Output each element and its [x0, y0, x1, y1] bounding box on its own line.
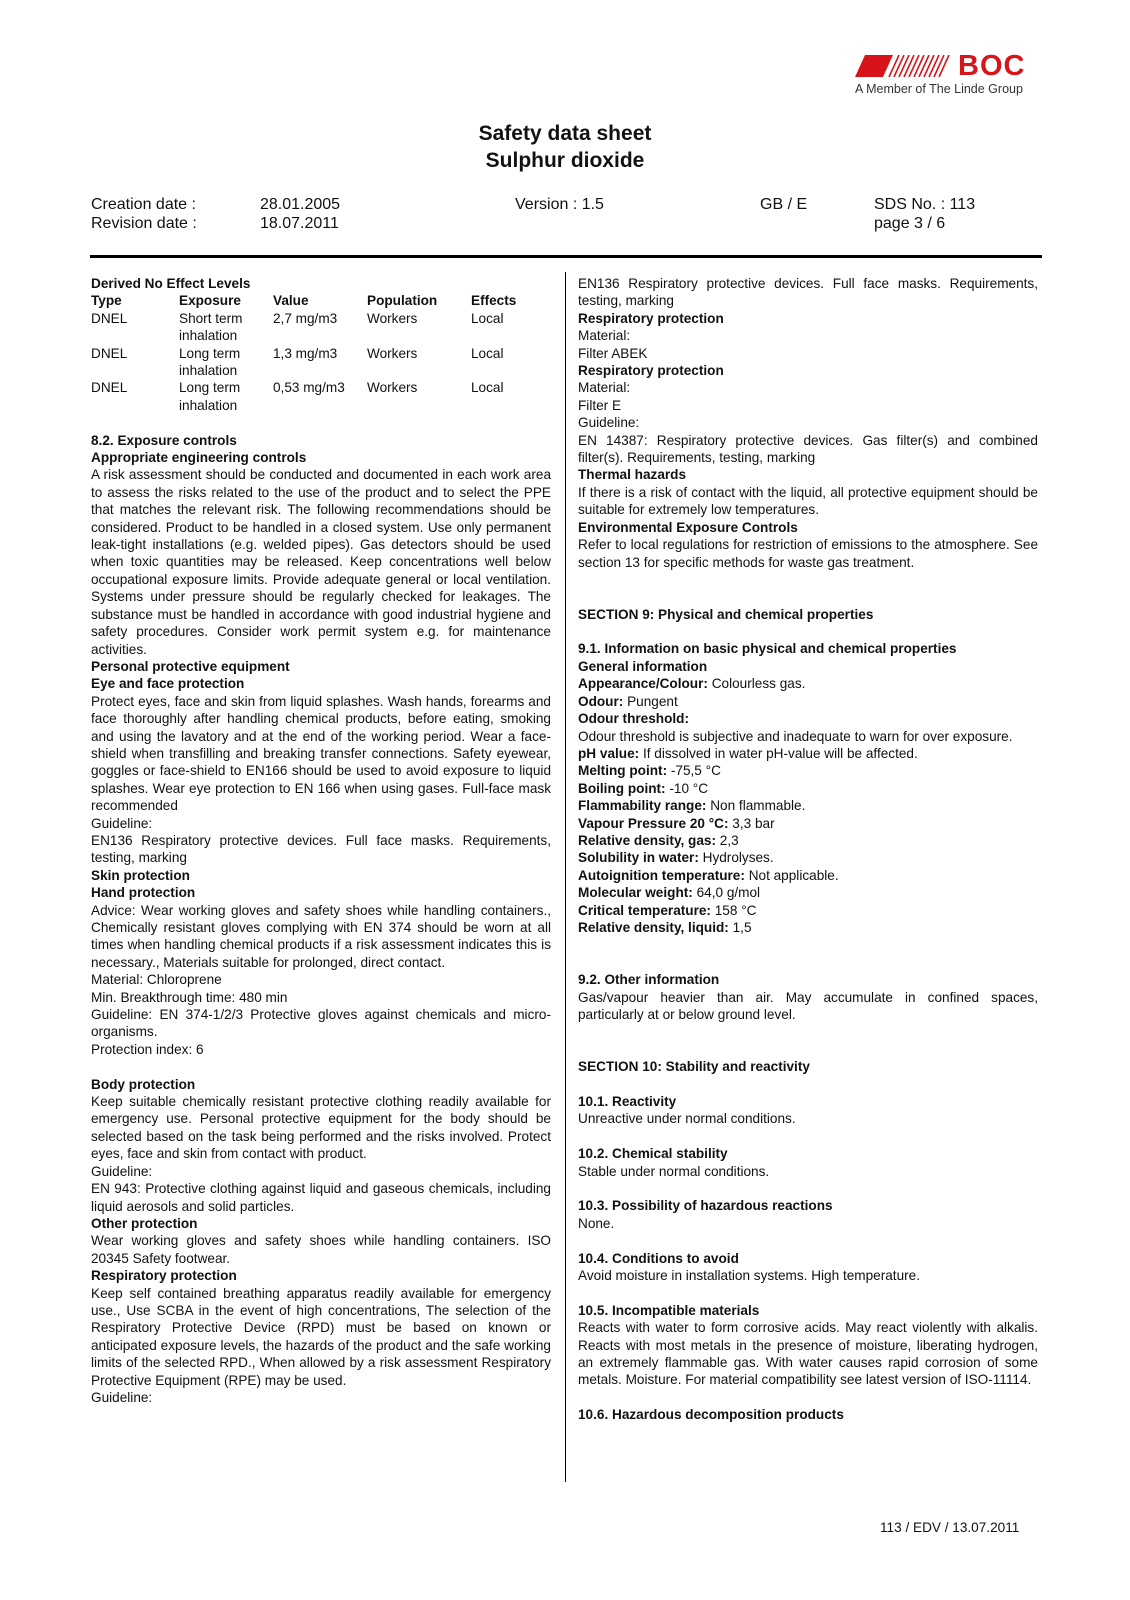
property-label: Molecular weight: — [578, 885, 693, 901]
section-heading: Appropriate engineering controls — [91, 450, 307, 466]
spacer — [578, 954, 1038, 971]
right-column — [578, 275, 1038, 1424]
spacer — [578, 623, 1038, 640]
dnel-cell: Workers — [367, 345, 418, 361]
dnel-cell: Long term inhalation — [179, 380, 241, 413]
creation-date-label: Creation date : — [91, 196, 196, 213]
property-value: 2,3 — [719, 832, 739, 848]
paragraph: Stable under normal conditions. — [578, 1163, 770, 1179]
page-number: page 3 / 6 — [874, 215, 946, 232]
paragraph: Material: Chloroprene — [91, 972, 222, 988]
dnel-cell: DNEL — [91, 380, 128, 396]
paragraph: Odour threshold is subjective and inadequate to warn for over exposure. — [578, 728, 1013, 744]
paragraph: Gas/vapour heavier than air. May accumulate in confined spaces, particularly at or below ground level. — [578, 989, 1038, 1022]
dnel-cell: DNEL — [91, 345, 128, 361]
property-label: Odour: — [578, 693, 624, 709]
property-line — [578, 815, 1038, 832]
section-heading: Personal protective equipment — [91, 658, 290, 674]
property-label: Vapour Pressure 20 °C: — [578, 815, 729, 831]
property-label: Autoignition temperature: — [578, 867, 745, 883]
section-heading: Eye and face protection — [91, 676, 245, 692]
dnel-row — [91, 345, 541, 380]
dnel-header-cell: Value — [273, 293, 309, 309]
dnel-row — [91, 379, 541, 414]
property-line — [578, 675, 1038, 692]
document-title: Safety data sheet — [478, 122, 652, 145]
logo-brand: BOC — [958, 50, 1026, 82]
paragraph: Filter E — [578, 397, 622, 413]
property-line — [578, 919, 1038, 936]
dnel-header-cell: Exposure — [179, 293, 241, 309]
region: GB / E — [760, 196, 808, 213]
property-line — [578, 884, 1038, 901]
property-label: pH value: — [578, 745, 640, 761]
dnel-header-cell: Effects — [471, 293, 517, 309]
section-heading: 10.4. Conditions to avoid — [578, 1250, 739, 1266]
section-heading: 10.6. Hazardous decomposition products — [578, 1407, 844, 1423]
property-value: Colourless gas. — [711, 676, 806, 692]
dnel-cell: Workers — [367, 380, 418, 396]
spacer — [578, 1076, 1038, 1093]
property-label: Melting point: — [578, 763, 668, 779]
section-heading: SECTION 10: Stability and reactivity — [578, 1059, 810, 1075]
dnel-header-cell: Type — [91, 293, 122, 309]
paragraph: Guideline: — [578, 415, 640, 431]
property-value: -10 °C — [669, 780, 709, 796]
section-heading: Environmental Exposure Controls — [578, 519, 798, 535]
paragraph: Advice: Wear working gloves and safety shoes while handling containers., Chemically resistant gloves complying with EN 374 should be worn at all times when handling chemical products if a risk assessment indicates this is necessary., Materials suitable for prolonged, direct contact. — [91, 902, 551, 970]
boc-logo — [855, 52, 1035, 102]
section-heading: Respiratory protection — [578, 310, 724, 326]
spacer — [91, 1058, 551, 1075]
property-label: Relative density, liquid: — [578, 919, 729, 935]
paragraph: Reacts with water to form corrosive acids. May react violently with alkalis. Reacts with most metals in the presence of moisture, liberating hydrogen, an extremely flammable gas. With water causes rapid corrosion of some metals. Moisture. For material compatibility see latest version of ISO-11114. — [578, 1320, 1038, 1388]
paragraph: Avoid moisture in installation systems. High temperature. — [578, 1267, 921, 1283]
paragraph: Filter ABEK — [578, 345, 648, 361]
paragraph: Wear working gloves and safety shoes while handling containers. ISO 20345 Safety footwear. — [91, 1233, 551, 1266]
paragraph: Unreactive under normal conditions. — [578, 1111, 796, 1127]
property-value: If dissolved in water pH-value will be affected. — [642, 745, 918, 761]
property-value: 64,0 g/mol — [696, 885, 761, 901]
section-heading: 9.1. Information on basic physical and chemical properties — [578, 641, 957, 657]
spacer — [578, 571, 1038, 588]
property-line — [578, 849, 1038, 866]
paragraph: Material: — [578, 328, 631, 344]
section-heading: Odour threshold: — [578, 711, 690, 727]
property-value: 158 °C — [714, 902, 757, 918]
section-heading: 10.1. Reactivity — [578, 1093, 677, 1109]
section-heading: Skin protection — [91, 867, 190, 883]
dnel-cell: 1,3 mg/m3 — [273, 345, 338, 361]
property-line — [578, 745, 1038, 762]
property-value: Hydrolyses. — [702, 850, 774, 866]
paragraph: None. — [578, 1215, 615, 1231]
section-heading: Thermal hazards — [578, 467, 687, 483]
dnel-cell: Workers — [367, 310, 418, 326]
property-value: Not applicable. — [748, 867, 839, 883]
revision-date-label: Revision date : — [91, 215, 197, 232]
property-line — [578, 902, 1038, 919]
spacer — [578, 936, 1038, 953]
section-heading: 9.2. Other information — [578, 972, 720, 988]
spacer — [578, 1041, 1038, 1058]
spacer — [578, 1284, 1038, 1301]
boc-logo-stripes-icon — [855, 55, 955, 77]
spacer — [578, 1023, 1038, 1040]
footer-reference: 113 / EDV / 13.07.2011 — [880, 1520, 1020, 1535]
property-label: Solubility in water: — [578, 850, 699, 866]
property-label: Flammability range: — [578, 798, 707, 814]
dnel-cell: 0,53 mg/m3 — [273, 380, 345, 396]
paragraph: Keep self contained breathing apparatus readily available for emergency use., Use SCBA in the event of high concentrations, The selection of the Respiratory Protective Device (RPD) must be based on known or anticipated exposure levels, the hazards of the product and the safe working limits of the selected RPD., When allowed by a risk assessment Respiratory Protective Equipment (RPE) may be used. — [91, 1285, 551, 1388]
logo-tagline: A Member of The Linde Group — [855, 82, 1023, 96]
paragraph: Protect eyes, face and skin from liquid splashes. Wash hands, forearms and face thoroughly after handling chemical products, before eating, smoking and using the lavatory and at the end of the working period. Wear a face-shield when transfilling and breaking transfer connections. Safety eyewear, goggles or face-shield to EN166 should be used to avoid exposure to liquid splashes. Wear eye protection to EN 166 when using gases. Full-face mask recommended — [91, 693, 551, 814]
spacer — [578, 1389, 1038, 1406]
section-heading: Respiratory protection — [578, 363, 724, 379]
section-heading: General information — [578, 658, 708, 674]
section-heading: Other protection — [91, 1215, 198, 1231]
paragraph: Guideline: — [91, 1389, 153, 1405]
property-label: Appearance/Colour: — [578, 676, 708, 692]
dnel-cell: Short term inhalation — [179, 310, 243, 344]
spacer — [578, 588, 1038, 605]
revision-date: 18.07.2011 — [260, 215, 339, 232]
section-heading: 10.5. Incompatible materials — [578, 1302, 760, 1318]
column-divider — [565, 272, 566, 1482]
property-label: Boiling point: — [578, 780, 666, 796]
dnel-cell: Local — [471, 380, 504, 396]
property-line — [578, 762, 1038, 779]
property-line — [578, 867, 1038, 884]
paragraph: Refer to local regulations for restriction of emissions to the atmosphere. See section 13 for specific methods for waste gas treatment. — [578, 537, 1038, 570]
property-line — [578, 780, 1038, 797]
section-heading: 8.2. Exposure controls — [91, 432, 237, 448]
property-line — [578, 693, 1038, 710]
document-subtitle: Sulphur dioxide — [485, 149, 645, 172]
paragraph: Guideline: — [91, 815, 153, 831]
section-heading: SECTION 9: Physical and chemical properties — [578, 606, 874, 622]
property-label: Relative density, gas: — [578, 832, 717, 848]
paragraph: Guideline: EN 374-1/2/3 Protective gloves against chemicals and micro-organisms. — [91, 1007, 551, 1040]
paragraph: EN136 Respiratory protective devices. Full face masks. Requirements, testing, marking — [91, 832, 551, 866]
property-value: 1,5 — [732, 919, 752, 935]
property-line — [578, 797, 1038, 814]
property-value: 3,3 bar — [732, 815, 775, 831]
section-heading: Hand protection — [91, 885, 196, 901]
creation-date: 28.01.2005 — [260, 196, 341, 213]
paragraph: Protection index: 6 — [91, 1041, 204, 1057]
section-heading: 10.2. Chemical stability — [578, 1146, 728, 1162]
section-heading: Body protection — [91, 1076, 196, 1092]
spacer — [578, 1128, 1038, 1145]
property-label: Critical temperature: — [578, 902, 711, 918]
paragraph: Material: — [578, 380, 631, 396]
dnel-cell: Long term inhalation — [179, 345, 241, 379]
paragraph: Min. Breakthrough time: 480 min — [91, 989, 288, 1005]
dnel-cell: DNEL — [91, 310, 128, 326]
dnel-table — [91, 292, 541, 414]
paragraph: EN 943: Protective clothing against liquid and gaseous chemicals, including liquid aerosols and solid particles. — [91, 1181, 551, 1214]
paragraph: A risk assessment should be conducted and documented in each work area to assess the risks related to the use of the product and to select the PPE that matches the relevant risk. The following recommendations should be considered. Product to be handled in a closed system. Use only permanent leak-tight installations (e.g. welded pipes). Gas detectors should be used when toxic quantities may be released. Keep concentrations well below occupational exposure limits. Provide adequate general or local ventilation. Systems under pressure should be regularly checked for leakages. The substance must be handled in accordance with good industrial hygiene and safety procedures. Consider work permit system e.g. for maintenance activities. — [91, 467, 551, 657]
section-heading: Respiratory protection — [91, 1268, 237, 1284]
version: Version : 1.5 — [515, 196, 604, 213]
dnel-cell: 2,7 mg/m3 — [273, 310, 338, 326]
paragraph: Keep suitable chemically resistant protective clothing readily available for emergency use. Personal protective equipment for the body should be selected based on the task being performed and the risks involved. Protect eyes, face and skin from contact with product. — [91, 1094, 551, 1162]
dnel-cell: Local — [471, 310, 504, 326]
header-divider — [90, 255, 1042, 258]
spacer — [578, 1180, 1038, 1197]
left-column — [91, 275, 551, 1406]
sds-number: SDS No. : 113 — [874, 196, 976, 213]
paragraph: If there is a risk of contact with the liquid, all protective equipment should be suitable for extremely low temperatures. — [578, 484, 1038, 518]
section-heading: 10.3. Possibility of hazardous reactions — [578, 1198, 833, 1214]
property-line — [578, 832, 1038, 849]
paragraph: EN136 Respiratory protective devices. Full face masks. Requirements, testing, marking — [578, 276, 1038, 309]
paragraph: EN 14387: Respiratory protective devices. Gas filter(s) and combined filter(s). Requirements, testing, marking — [578, 432, 1038, 466]
spacer — [578, 1232, 1038, 1249]
dnel-title: Derived No Effect Levels — [91, 276, 251, 291]
dnel-header-cell: Population — [367, 293, 438, 309]
property-value: Non flammable. — [710, 798, 806, 814]
paragraph: Guideline: — [91, 1163, 153, 1179]
dnel-cell: Local — [471, 345, 504, 361]
dnel-row — [91, 310, 541, 345]
property-value: -75,5 °C — [670, 763, 721, 779]
property-value: Pungent — [627, 693, 678, 709]
